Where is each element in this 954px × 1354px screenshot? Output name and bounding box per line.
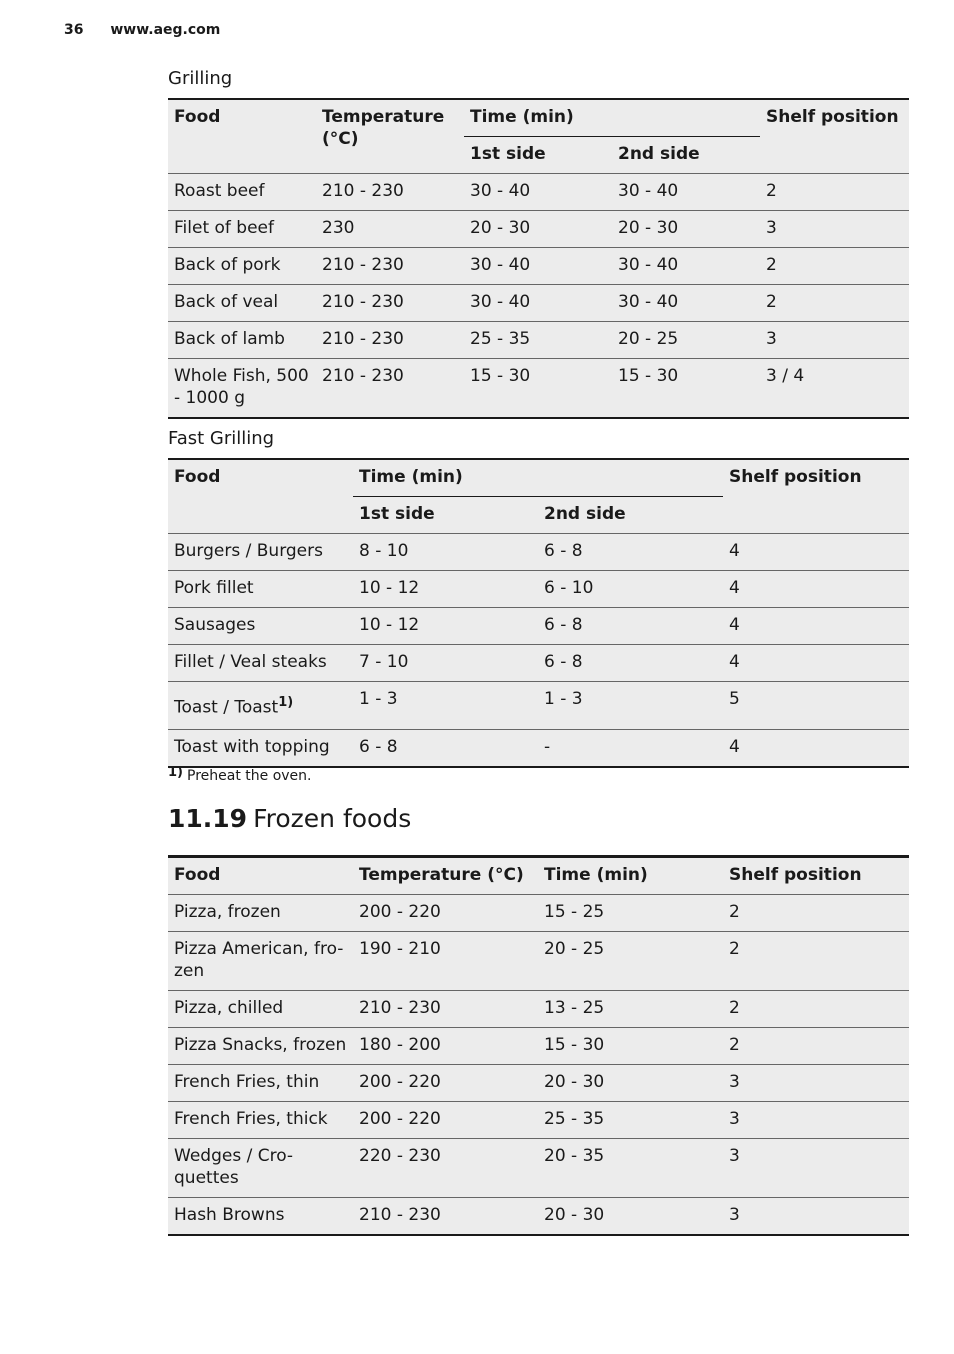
cell-first-side: 8 - 10 [353, 534, 538, 571]
footnote-marker: 1) [278, 695, 294, 710]
footnote-text: Preheat the oven. [187, 768, 312, 784]
cell-food: Pizza, frozen [168, 895, 353, 932]
cell-time: 13 - 25 [538, 991, 723, 1028]
cell-temperature: 190 - 210 [353, 932, 538, 991]
cell-first-side: 30 - 40 [464, 248, 612, 285]
cell-shelf: 2 [760, 174, 909, 211]
grilling-caption: Grilling [168, 68, 233, 89]
cell-food: Sausages [168, 608, 353, 645]
website-url: www.aeg.com [110, 22, 221, 38]
cell-shelf: 5 [723, 682, 909, 730]
cell-second-side: 6 - 8 [538, 645, 723, 682]
cell-second-side: 15 - 30 [612, 359, 760, 419]
col-header-first-side: 1st side [464, 137, 612, 174]
cell-shelf: 3 [723, 1198, 909, 1236]
table-row [168, 729, 909, 767]
cell-temperature: 180 - 200 [353, 1028, 538, 1065]
cell-temperature: 210 - 230 [316, 285, 464, 322]
col-header-shelf: Shelf position [723, 459, 909, 534]
frozen-foods-table-block [168, 855, 909, 1236]
table-row [168, 359, 909, 419]
col-header-temperature: Temperature (°C) [353, 857, 538, 895]
cell-food: Fillet / Veal steaks [168, 645, 353, 682]
cell-food: Pizza American, fro-zen [168, 932, 353, 991]
cell-second-side: - [538, 729, 723, 767]
cell-temperature: 230 [316, 211, 464, 248]
footnote-marker: 1) [168, 765, 183, 780]
cell-time: 15 - 25 [538, 895, 723, 932]
cell-second-side: 30 - 40 [612, 248, 760, 285]
cell-first-side: 6 - 8 [353, 729, 538, 767]
cell-food: French Fries, thin [168, 1065, 353, 1102]
cell-second-side: 30 - 40 [612, 174, 760, 211]
cell-time: 25 - 35 [538, 1102, 723, 1139]
cell-food: Pork fillet [168, 571, 353, 608]
cell-food: Pizza Snacks, frozen [168, 1028, 353, 1065]
cell-food: Whole Fish, 500 - 1000 g [168, 359, 316, 419]
table-row [168, 211, 909, 248]
cell-temperature: 210 - 230 [316, 174, 464, 211]
cell-first-side: 15 - 30 [464, 359, 612, 419]
cell-time: 20 - 30 [538, 1065, 723, 1102]
col-header-first-side: 1st side [353, 497, 538, 534]
cell-food: Hash Browns [168, 1198, 353, 1236]
fast-grilling-table-block [168, 458, 909, 768]
cell-time: 20 - 30 [538, 1198, 723, 1236]
cell-temperature: 210 - 230 [316, 359, 464, 419]
table-row [168, 645, 909, 682]
cell-food: Wedges / Cro-quettes [168, 1139, 353, 1198]
section-number: 11.19 [168, 804, 248, 833]
cell-food: Back of lamb [168, 322, 316, 359]
table-row [168, 571, 909, 608]
table-row [168, 682, 909, 730]
table-row [168, 991, 909, 1028]
table-row [168, 248, 909, 285]
cell-first-side: 10 - 12 [353, 608, 538, 645]
col-header-second-side: 2nd side [538, 497, 723, 534]
fast-grilling-caption: Fast Grilling [168, 428, 275, 449]
cell-food [168, 682, 353, 730]
table-row [168, 932, 909, 991]
cell-temperature: 210 - 230 [316, 322, 464, 359]
cell-food: French Fries, thick [168, 1102, 353, 1139]
fast-grilling-table [168, 458, 909, 768]
table-row [168, 1065, 909, 1102]
table-row [168, 608, 909, 645]
cell-shelf: 3 / 4 [760, 359, 909, 419]
cell-time: 20 - 25 [538, 932, 723, 991]
cell-time: 15 - 30 [538, 1028, 723, 1065]
cell-second-side: 30 - 40 [612, 285, 760, 322]
cell-temperature: 210 - 230 [316, 248, 464, 285]
cell-second-side: 6 - 8 [538, 534, 723, 571]
cell-shelf: 3 [723, 1102, 909, 1139]
cell-food: Back of veal [168, 285, 316, 322]
cell-food: Roast beef [168, 174, 316, 211]
cell-shelf: 4 [723, 534, 909, 571]
col-header-time: Time (min) [464, 99, 760, 137]
table-row [168, 285, 909, 322]
cell-shelf: 2 [723, 932, 909, 991]
cell-food: Burgers / Burgers [168, 534, 353, 571]
col-header-food: Food [168, 857, 353, 895]
table-row [168, 1102, 909, 1139]
col-header-shelf: Shelf position [723, 857, 909, 895]
cell-food: Back of pork [168, 248, 316, 285]
table-row [168, 1198, 909, 1236]
cell-second-side: 20 - 30 [612, 211, 760, 248]
cell-shelf: 4 [723, 571, 909, 608]
cell-temperature: 210 - 230 [353, 991, 538, 1028]
table-row [168, 1028, 909, 1065]
col-header-temperature: Temperature (°C) [316, 99, 464, 174]
cell-temperature: 200 - 220 [353, 1102, 538, 1139]
cell-shelf: 4 [723, 608, 909, 645]
grilling-table [168, 98, 909, 419]
cell-first-side: 1 - 3 [353, 682, 538, 730]
cell-first-side: 7 - 10 [353, 645, 538, 682]
cell-shelf: 4 [723, 729, 909, 767]
frozen-foods-table [168, 855, 909, 1236]
cell-shelf: 4 [723, 645, 909, 682]
cell-shelf: 2 [723, 991, 909, 1028]
cell-second-side: 6 - 8 [538, 608, 723, 645]
cell-shelf: 2 [760, 285, 909, 322]
cell-first-side: 30 - 40 [464, 285, 612, 322]
col-header-food: Food [168, 99, 316, 174]
table-row [168, 1139, 909, 1198]
cell-shelf: 3 [760, 211, 909, 248]
cell-shelf: 3 [760, 322, 909, 359]
cell-temperature: 200 - 220 [353, 1065, 538, 1102]
cell-temperature: 200 - 220 [353, 895, 538, 932]
page-number: 36 [64, 22, 84, 38]
grilling-table-block [168, 98, 909, 419]
table-row [168, 174, 909, 211]
cell-food: Toast with topping [168, 729, 353, 767]
table-row [168, 322, 909, 359]
page-header [64, 22, 220, 38]
cell-shelf: 2 [760, 248, 909, 285]
cell-second-side: 6 - 10 [538, 571, 723, 608]
cell-second-side: 20 - 25 [612, 322, 760, 359]
table-row [168, 534, 909, 571]
cell-second-side: 1 - 3 [538, 682, 723, 730]
cell-first-side: 25 - 35 [464, 322, 612, 359]
cell-shelf: 2 [723, 1028, 909, 1065]
cell-first-side: 20 - 30 [464, 211, 612, 248]
cell-first-side: 30 - 40 [464, 174, 612, 211]
cell-shelf: 2 [723, 895, 909, 932]
cell-temperature: 210 - 230 [353, 1198, 538, 1236]
col-header-shelf: Shelf position [760, 99, 909, 174]
col-header-time: Time (min) [353, 459, 723, 497]
section-title [168, 804, 411, 833]
col-header-second-side: 2nd side [612, 137, 760, 174]
cell-temperature: 220 - 230 [353, 1139, 538, 1198]
cell-time: 20 - 35 [538, 1139, 723, 1198]
table-row [168, 895, 909, 932]
cell-shelf: 3 [723, 1065, 909, 1102]
cell-shelf: 3 [723, 1139, 909, 1198]
col-header-food: Food [168, 459, 353, 534]
cell-food: Filet of beef [168, 211, 316, 248]
footnote [168, 765, 311, 784]
cell-food: Pizza, chilled [168, 991, 353, 1028]
cell-first-side: 10 - 12 [353, 571, 538, 608]
col-header-time: Time (min) [538, 857, 723, 895]
cell-food-text: Toast / Toast [174, 697, 279, 718]
section-title-text: Frozen foods [253, 804, 412, 833]
